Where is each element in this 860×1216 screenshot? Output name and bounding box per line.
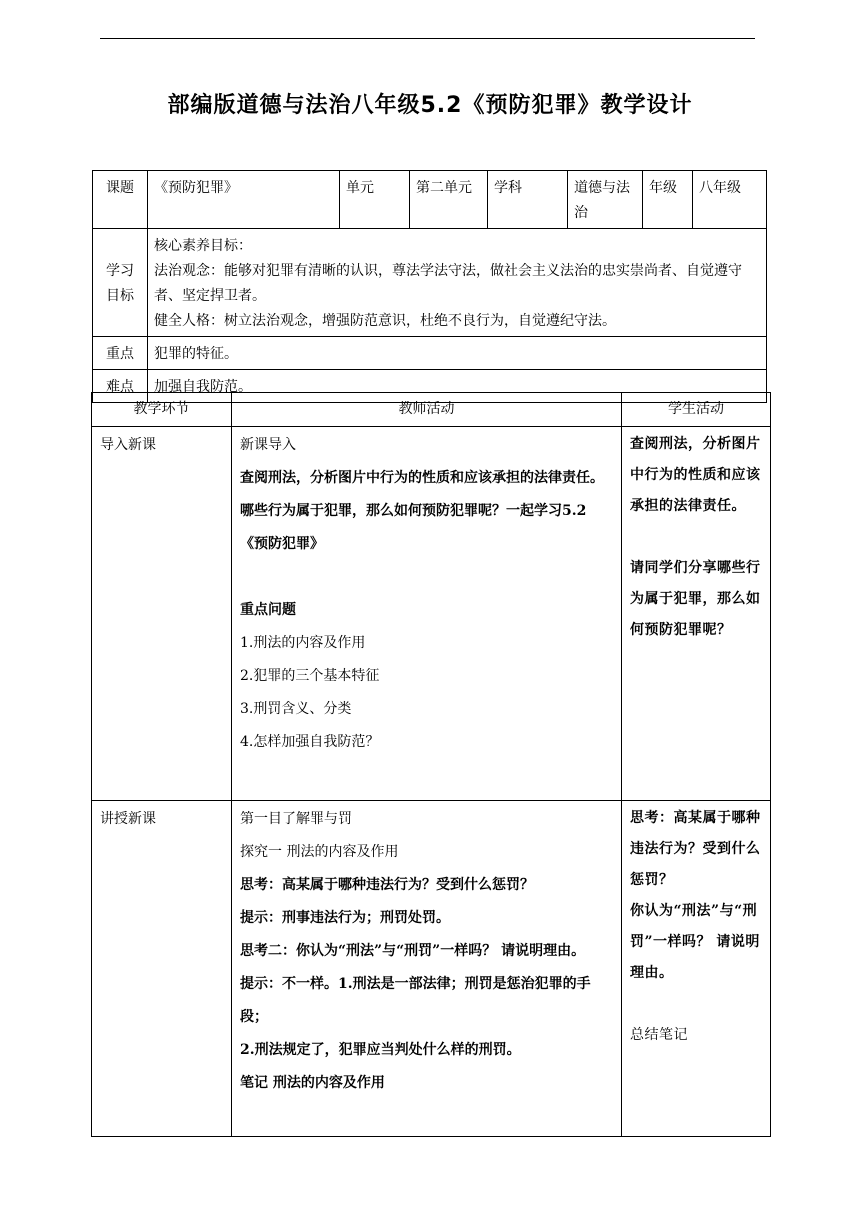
inquiry-1-title: 探究一 刑法的内容及作用: [240, 844, 399, 860]
difficulty-label: 难点: [93, 370, 148, 403]
document-title: 部编版道德与法治八年级5.2《预防犯罪》教学设计: [167, 93, 693, 118]
lecture-stage: 讲授新课: [92, 801, 232, 1137]
goal-law-concept: 法治观念：能够对犯罪有清晰的认识，尊法学法守法，做社会主义法治的忠实崇尚者、自觉遵守者、坚定捍卫者。: [154, 263, 742, 304]
difficulty-value: 加强自我防范。: [148, 370, 767, 403]
goals-heading: 核心素养目标：: [154, 238, 252, 254]
think-question-1: 思考：高某属于哪种违法行为？受到什么惩罚？: [240, 877, 534, 893]
lesson-info-table: [92, 170, 767, 403]
think-question-2: 思考二：你认为“刑法”与“刑罚”一样吗？ 请说明理由。: [240, 943, 586, 959]
header-stage: 教学环节: [92, 393, 232, 427]
hint-2: 提示：不一样。1.刑法是一部法律；刑罚是惩治犯罪的手段；: [240, 976, 591, 1025]
intro-student-activity: [622, 427, 771, 801]
grade-label: 年级: [643, 171, 693, 229]
header-student: 学生活动: [622, 393, 771, 427]
lecture-teacher-activity: [232, 801, 622, 1137]
course-label: 课题: [93, 171, 148, 229]
grade-value: 八年级: [693, 171, 767, 229]
student-task-2: 请同学们分享哪些行为属于犯罪，那么如何预防犯罪呢？: [630, 560, 761, 638]
section-1-title: 第一目了解罪与罚: [240, 811, 352, 827]
key-question-2: 2.犯罪的三个基本特征: [240, 668, 380, 684]
intro-heading: 新课导入: [240, 437, 296, 453]
student-think-1: 思考：高某属于哪种违法行为？受到什么惩罚？: [630, 810, 761, 888]
goals-content: [148, 229, 767, 337]
intro-teacher-activity: [232, 427, 622, 801]
key-point-value: 犯罪的特征。: [148, 337, 767, 370]
subject-label: 学科: [488, 171, 568, 229]
key-question-1: 1.刑法的内容及作用: [240, 635, 366, 651]
header-teacher: 教师活动: [232, 393, 622, 427]
goals-label: 学习目标: [93, 229, 148, 337]
key-questions-heading: 重点问题: [240, 602, 296, 618]
lecture-student-activity: [622, 801, 771, 1137]
intro-stage: 导入新课: [92, 427, 232, 801]
unit-label: 单元: [340, 171, 410, 229]
hint-1: 提示：刑事违法行为；刑罚处罚。: [240, 910, 450, 926]
key-question-3: 3.刑罚含义、分类: [240, 701, 352, 717]
header-rule: [100, 38, 755, 39]
subject-value: 道德与法治: [568, 171, 643, 229]
teaching-process-table: [91, 392, 771, 1137]
student-think-2: 你认为“刑法”与“刑罚”一样吗？ 请说明理由。: [630, 903, 760, 981]
unit-value: 第二单元: [410, 171, 488, 229]
intro-task: 查阅刑法，分析图片中行为的性质和应该承担的法律责任。: [240, 470, 604, 486]
key-point-label: 重点: [93, 337, 148, 370]
course-value: 《预防犯罪》: [148, 171, 340, 229]
key-question-4: 4.怎样加强自我防范？: [240, 734, 380, 750]
student-task-1: 查阅刑法，分析图片中行为的性质和应该承担的法律责任。: [630, 436, 761, 514]
intro-question: 哪些行为属于犯罪，那么如何预防犯罪呢？一起学习5.2《预防犯罪》: [240, 503, 587, 552]
hint-2-continued: 2.刑法规定了，犯罪应当判处什么样的刑罚。: [240, 1042, 521, 1058]
notes-heading: 笔记 刑法的内容及作用: [240, 1075, 385, 1091]
goal-personality: 健全人格：树立法治观念，增强防范意识，杜绝不良行为，自觉遵纪守法。: [154, 313, 616, 329]
student-summary-notes: 总结笔记: [630, 1027, 688, 1043]
